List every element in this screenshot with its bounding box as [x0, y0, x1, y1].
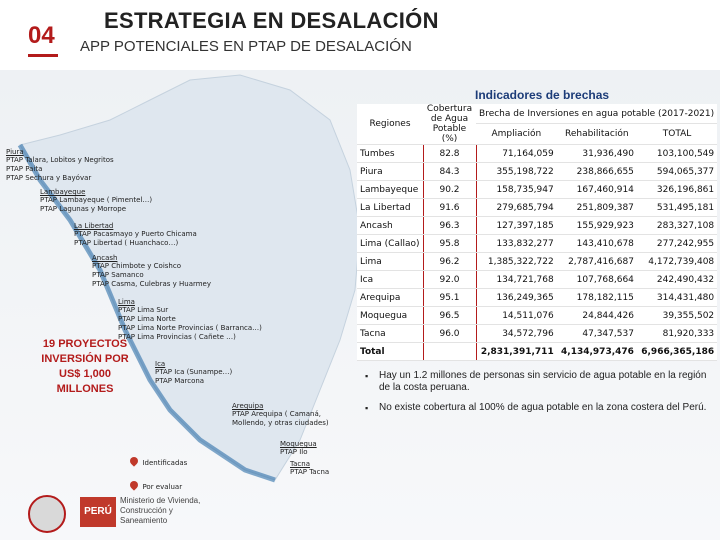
table-cell-tot: 594,065,377	[637, 163, 717, 181]
table-cell-region: Ica	[357, 271, 423, 289]
bullet-list	[365, 370, 710, 422]
table-cell-cov: 91.6	[423, 199, 476, 217]
legend-identified: Identificadas	[142, 459, 188, 467]
map-project-label: PTAP Pacasmayo y Puerto Chicama	[74, 230, 197, 238]
map-project-label: PTAP Casma, Culebras y Huarmey	[92, 280, 212, 288]
table-row	[357, 145, 717, 163]
table-cell-cov	[423, 343, 476, 361]
table-cell-amp: 2,831,391,711	[476, 343, 557, 361]
col-header-regiones: Regiones	[357, 104, 423, 145]
col-header-brecha: Brecha de Inversiones en agua potable (2017-2021)	[476, 104, 717, 124]
col-header-ampliacion: Ampliación	[476, 124, 557, 145]
map-region-tacna	[290, 460, 329, 477]
table-cell-region: Arequipa	[357, 289, 423, 307]
table-cell-region: Moquegua	[357, 307, 423, 325]
table-cell-cov: 82.8	[423, 145, 476, 163]
map-project-label: PTAP Lagunas y Morrope	[40, 205, 127, 213]
map-project-label: PTAP Tacna	[290, 468, 330, 476]
table-title: Indicadores de brechas	[475, 88, 610, 102]
table-cell-amp: 136,249,365	[476, 289, 557, 307]
table-row	[357, 235, 717, 253]
table-cell-amp: 134,721,768	[476, 271, 557, 289]
table-cell-tot: 242,490,432	[637, 271, 717, 289]
map-project-label: PTAP Sechura y Bayóvar	[6, 174, 92, 182]
map-project-label: PTAP Marcona	[155, 377, 205, 385]
table-cell-cov: 96.3	[423, 217, 476, 235]
table-cell-tot: 283,327,108	[637, 217, 717, 235]
table-cell-cov: 95.8	[423, 235, 476, 253]
map-project-label: PTAP Lima Sur	[118, 306, 169, 314]
table-row	[357, 325, 717, 343]
map-region-label: Ica	[155, 360, 166, 368]
table-cell-cov: 95.1	[423, 289, 476, 307]
table-cell-region: Lambayeque	[357, 181, 423, 199]
map-region-label: Piura	[6, 148, 24, 156]
projects-line: 19 PROYECTOS	[42, 338, 128, 350]
table-row	[357, 199, 717, 217]
gap-table	[357, 104, 717, 361]
legend-evaluate: Por evaluar	[142, 483, 183, 491]
table-total-row	[357, 343, 717, 361]
map-region-ancash	[92, 254, 211, 289]
table-cell-amp: 34,572,796	[476, 325, 557, 343]
table-cell-reh: 31,936,490	[557, 145, 637, 163]
map-project-label: PTAP Arequipa ( Camaná,	[232, 410, 321, 418]
table-row	[357, 163, 717, 181]
map-region-lambayeque	[40, 188, 152, 214]
table-cell-region: Tumbes	[357, 145, 423, 163]
map-project-label: PTAP Chimbote y Coishco	[92, 262, 181, 270]
page-title: ESTRATEGIA EN DESALACIÓN	[104, 8, 439, 33]
map-project-label: PTAP Ica (Sunampe…)	[155, 368, 233, 376]
table-cell-reh: 107,768,664	[557, 271, 637, 289]
table-row	[357, 307, 717, 325]
map-region-label: Moquegua	[280, 440, 317, 448]
table-cell-region: La Libertad	[357, 199, 423, 217]
table-cell-tot: 326,196,861	[637, 181, 717, 199]
table-cell-reh: 238,866,655	[557, 163, 637, 181]
col-header-rehabilitacion: Rehabilitación	[557, 124, 637, 145]
table-cell-cov: 92.0	[423, 271, 476, 289]
table-cell-tot: 6,966,365,186	[637, 343, 717, 361]
table-row	[357, 271, 717, 289]
table-cell-region: Lima (Callao)	[357, 235, 423, 253]
table-cell-region: Piura	[357, 163, 423, 181]
table-cell-region: Lima	[357, 253, 423, 271]
col-header-cobertura: Cobertura de Agua Potable (%)	[423, 104, 476, 145]
table-cell-tot: 39,355,502	[637, 307, 717, 325]
table-cell-reh: 167,460,914	[557, 181, 637, 199]
table-cell-reh: 47,347,537	[557, 325, 637, 343]
table-cell-tot: 103,100,549	[637, 145, 717, 163]
table-cell-tot: 277,242,955	[637, 235, 717, 253]
table-cell-reh: 178,182,115	[557, 289, 637, 307]
table-cell-reh: 2,787,416,687	[557, 253, 637, 271]
map-project-label: PTAP Paita	[6, 165, 43, 173]
map-pin-icon	[128, 479, 139, 490]
section-underline	[28, 54, 58, 57]
table-cell-amp: 14,511,076	[476, 307, 557, 325]
table-cell-region: Total	[357, 343, 423, 361]
table-row	[357, 217, 717, 235]
map-project-label: Mollendo, y otras ciudades)	[232, 419, 329, 427]
table-row	[357, 181, 717, 199]
table-cell-cov: 96.0	[423, 325, 476, 343]
table-row	[357, 253, 717, 271]
map-project-label: PTAP Lima Norte Provincias ( Barranca…)	[118, 324, 262, 332]
map-region-ica	[155, 360, 232, 386]
projects-line: US$ 1,000 MILLONES	[56, 368, 114, 395]
table-cell-cov: 84.3	[423, 163, 476, 181]
table-cell-tot: 531,495,181	[637, 199, 717, 217]
col-header-total: TOTAL	[637, 124, 717, 145]
ministry-name: Ministerio de Vivienda, Construcción y Saneamiento	[120, 496, 201, 525]
table-cell-amp: 1,385,322,722	[476, 253, 557, 271]
projects-callout	[30, 337, 140, 397]
map-project-label: PTAP Libertad ( Huanchaco…)	[74, 239, 179, 247]
table-cell-amp: 133,832,277	[476, 235, 557, 253]
table-cell-region: Tacna	[357, 325, 423, 343]
table-cell-tot: 81,920,333	[637, 325, 717, 343]
table-cell-cov: 90.2	[423, 181, 476, 199]
table-cell-amp: 158,735,947	[476, 181, 557, 199]
map-region-label: Ancash	[92, 254, 118, 262]
table-cell-cov: 96.5	[423, 307, 476, 325]
table-cell-tot: 314,431,480	[637, 289, 717, 307]
table-cell-amp: 279,685,794	[476, 199, 557, 217]
table-cell-amp: 127,397,185	[476, 217, 557, 235]
map-project-label: PTAP Lima Norte	[118, 315, 176, 323]
peru-logo: PERÚ	[80, 497, 116, 527]
map-region-arequipa	[232, 402, 329, 428]
map-project-label: PTAP Lima Provincias ( Cañete …)	[118, 333, 236, 341]
map-region-label: Lima	[118, 298, 135, 306]
table-cell-reh: 143,410,678	[557, 235, 637, 253]
table-row	[357, 289, 717, 307]
map-region-label: La Libertad	[74, 222, 114, 230]
bullet-item: ▪ Hay un 1.2 millones de personas sin servicio de agua potable en la región de la costa peruana.	[365, 370, 710, 394]
table-cell-cov: 96.2	[423, 253, 476, 271]
table-cell-reh: 4,134,973,476	[557, 343, 637, 361]
table-cell-reh: 155,929,923	[557, 217, 637, 235]
map-project-label: PTAP Lambayeque ( Pimentel…)	[40, 196, 153, 204]
map-region-lima	[118, 298, 262, 342]
map-project-label: PTAP Samanco	[92, 271, 144, 279]
table-cell-reh: 24,844,426	[557, 307, 637, 325]
section-number: 04	[28, 22, 55, 49]
table-cell-reh: 251,809,387	[557, 199, 637, 217]
map-region-moquegua	[280, 440, 317, 457]
map-legend	[130, 452, 187, 494]
page-subtitle: APP POTENCIALES EN PTAP DE DESALACIÓN	[80, 38, 412, 55]
table-cell-amp: 355,198,722	[476, 163, 557, 181]
table-cell-amp: 71,164,059	[476, 145, 557, 163]
projects-line: INVERSIÓN POR	[41, 353, 129, 365]
bullet-item: ▪ No existe cobertura al 100% de agua potable en la zona costera del Perú.	[365, 402, 710, 414]
map-project-label: PTAP Ilo	[280, 448, 308, 456]
map-pin-icon	[128, 455, 139, 466]
map-region-label: Tacna	[290, 460, 310, 468]
coat-of-arms-icon	[28, 495, 66, 533]
map-region-lalibertad	[74, 222, 197, 248]
map-region-label: Arequipa	[232, 402, 264, 410]
map-project-label: PTAP Talara, Lobitos y Negritos	[6, 156, 114, 164]
table-cell-tot: 4,172,739,408	[637, 253, 717, 271]
table-cell-region: Ancash	[357, 217, 423, 235]
map-region-label: Lambayeque	[40, 188, 86, 196]
map-region-piura	[6, 148, 114, 183]
